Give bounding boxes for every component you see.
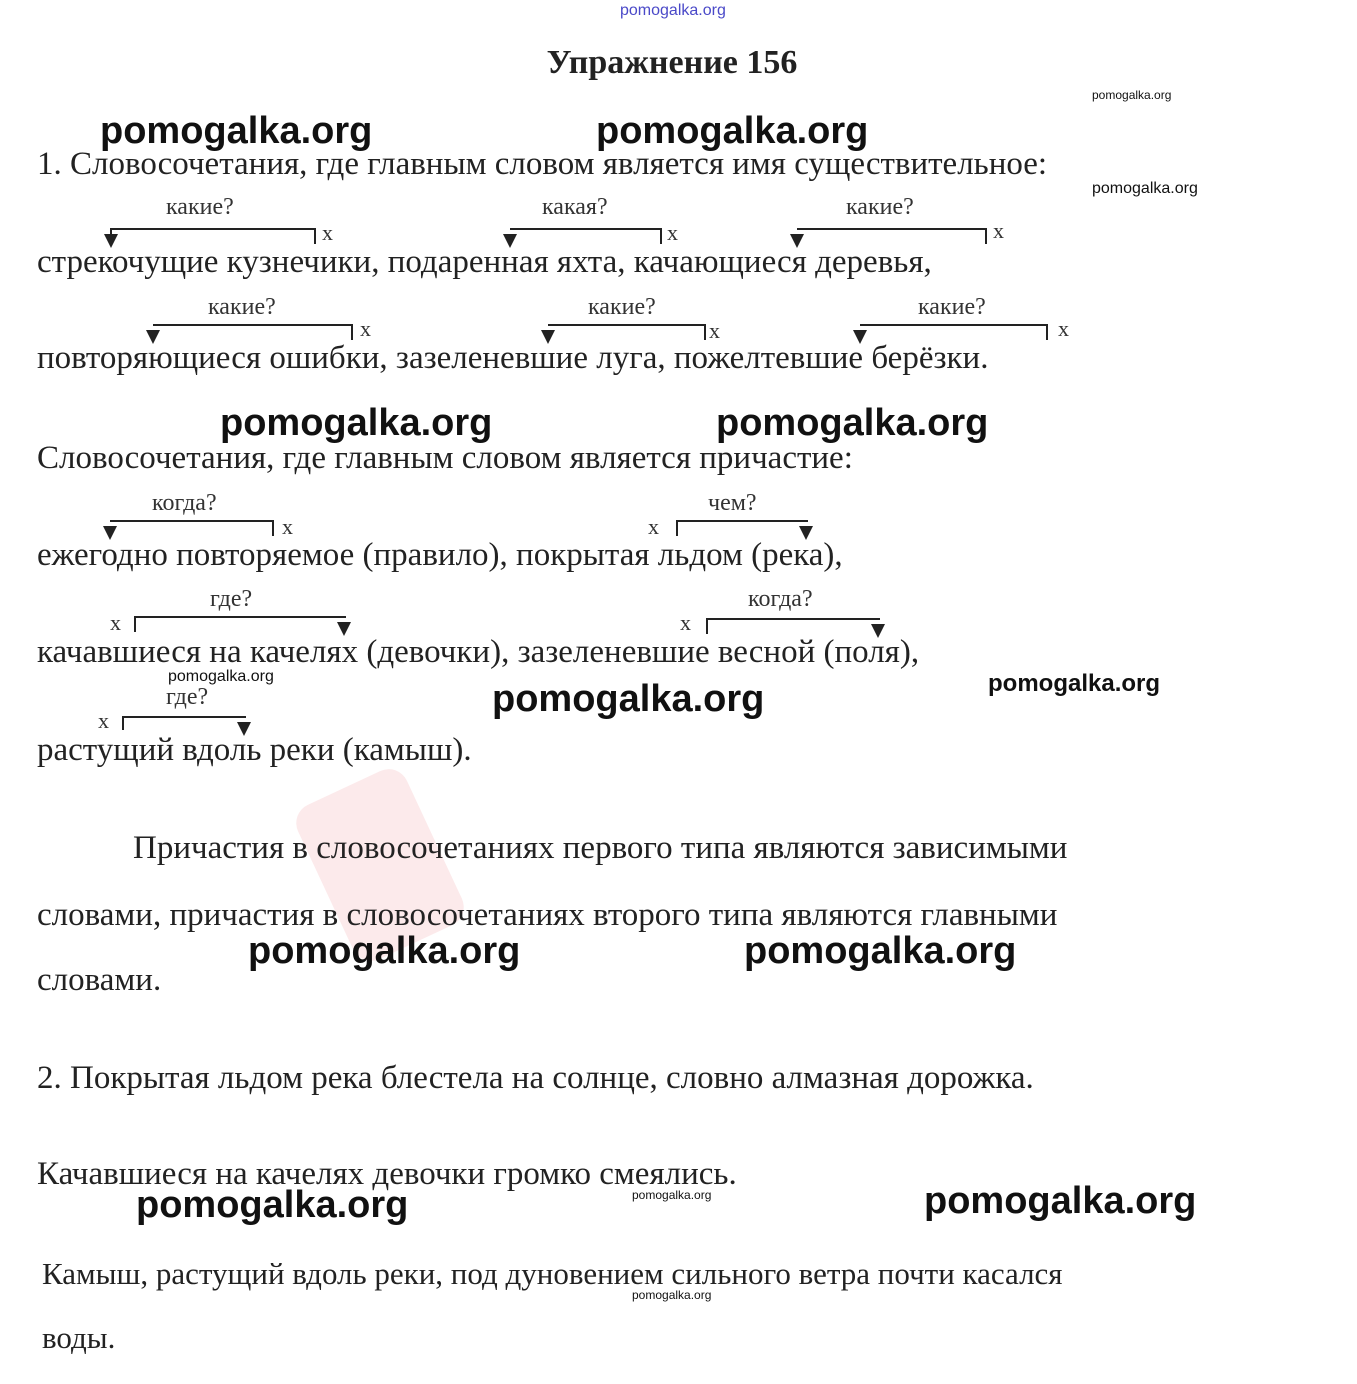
watermark: pomogalka.org	[136, 1184, 409, 1226]
bracket	[860, 324, 1048, 340]
watermark-small: pomogalka.org	[168, 668, 274, 685]
x-mark: x	[667, 220, 678, 245]
x-mark: x	[993, 218, 1004, 243]
question-label: какие?	[918, 294, 986, 320]
watermark-medium: pomogalka.org	[988, 670, 1161, 697]
watermark-small: pomogalka.org	[632, 1188, 712, 1202]
heading-participles: Словосочетания, где главным словом является причастие:	[37, 440, 853, 476]
page-title: Упражнение 156	[546, 44, 798, 81]
sentence-1: 2. Покрытая льдом река блестела на солнце, словно алмазная дорожка.	[37, 1060, 1034, 1096]
question-label: какие?	[588, 294, 656, 320]
participles-line-2: качавшиеся на качелях (девочки), зазеленевшие весной (поля),	[37, 634, 920, 670]
bracket	[510, 228, 662, 244]
question-label: чем?	[708, 490, 757, 516]
sentence-2: Качавшиеся на качелях девочки громко смеялись.	[37, 1156, 737, 1192]
bracket	[676, 520, 808, 536]
question-label: какие?	[208, 294, 276, 320]
bracket	[706, 618, 880, 634]
bracket	[548, 324, 706, 340]
watermark: pomogalka.org	[924, 1180, 1197, 1222]
watermark: pomogalka.org	[716, 402, 989, 444]
watermark: pomogalka.org	[492, 678, 765, 720]
watermark-small: pomogalka.org	[632, 1288, 712, 1302]
watermark-small: pomogalka.org	[1092, 180, 1198, 197]
x-mark: x	[110, 610, 121, 635]
participles-line-3: растущий вдоль реки (камыш).	[37, 732, 472, 768]
watermark-small: pomogalka.org	[1092, 88, 1172, 102]
conclusion-line-2: словами, причастия в словосочетаниях второго типа являются главными	[37, 897, 1058, 933]
x-mark: x	[360, 316, 371, 341]
sentence-3-line-1: Камыш, растущий вдоль реки, под дуновением сильного ветра почти касался	[42, 1256, 1063, 1291]
watermark: pomogalka.org	[744, 930, 1017, 972]
conclusion-line-3: словами.	[37, 962, 162, 998]
watermark: pomogalka.org	[596, 110, 869, 152]
watermark: pomogalka.org	[100, 110, 373, 152]
x-mark: x	[648, 514, 659, 539]
x-mark: x	[1058, 316, 1069, 341]
bracket	[122, 716, 246, 730]
participles-line-1: ежегодно повторяемое (правило), покрытая льдом (река),	[37, 537, 843, 573]
bracket	[110, 228, 316, 244]
nouns-line-1: стрекочущие кузнечики, подаренная яхта, качающиеся деревья,	[37, 244, 932, 280]
x-mark: x	[322, 220, 333, 245]
x-mark: x	[680, 610, 691, 635]
watermark: pomogalka.org	[220, 402, 493, 444]
x-mark: x	[282, 514, 293, 539]
bracket	[110, 520, 274, 536]
bracket	[797, 228, 987, 244]
question-label: где?	[166, 684, 209, 710]
x-mark: x	[98, 708, 109, 733]
x-mark: x	[709, 318, 720, 343]
question-label: когда?	[748, 586, 813, 612]
heading-nouns: 1. Словосочетания, где главным словом является имя существительное:	[37, 146, 1048, 182]
watermark: pomogalka.org	[248, 930, 521, 972]
bracket	[134, 616, 346, 632]
question-label: когда?	[152, 490, 217, 516]
sentence-3-line-2: воды.	[42, 1320, 116, 1355]
watermark-top: pomogalka.org	[620, 2, 726, 19]
question-label: какая?	[542, 194, 608, 220]
question-label: какие?	[846, 194, 914, 220]
bracket	[153, 324, 353, 340]
question-label: где?	[210, 586, 253, 612]
question-label: какие?	[166, 194, 234, 220]
nouns-line-2: повторяющиеся ошибки, зазеленевшие луга, пожелтевшие берёзки.	[37, 340, 989, 376]
conclusion-line-1: Причастия в словосочетаниях первого типа являются зависимыми	[133, 830, 1068, 866]
